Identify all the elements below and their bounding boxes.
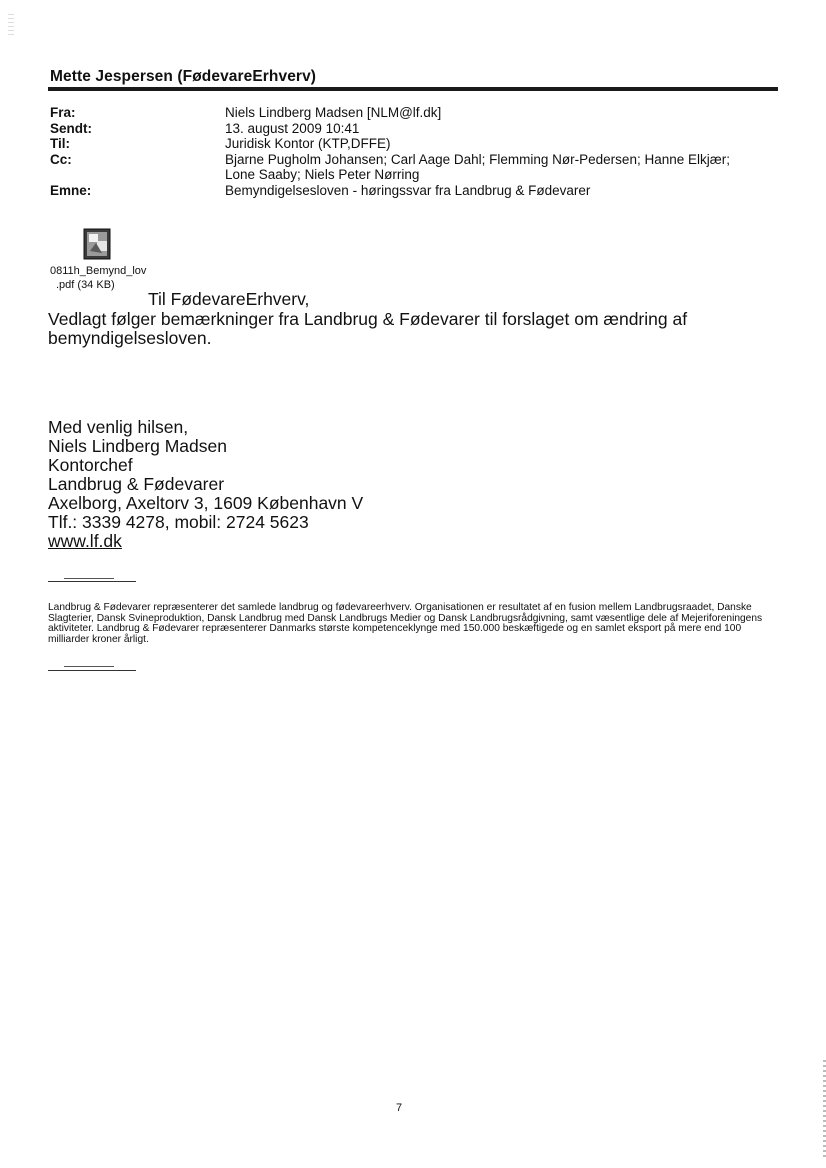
header-label-cc: Cc: (50, 151, 72, 167)
attachment-filename[interactable]: 0811h_Bemynd_lov (50, 265, 147, 277)
header-value-sent: 13. august 2009 10:41 (225, 120, 360, 136)
header-value-cc-line1: Bjarne Pugholm Johansen; Carl Aage Dahl; Flemming Nør-Pedersen; Hanne Elkjær; (225, 151, 730, 167)
signature-organization: Landbrug & Fødevarer (48, 474, 225, 494)
footer-divider-bottom (48, 670, 136, 671)
attachment-size: .pdf (34 KB) (56, 279, 115, 291)
header-value-cc-line2: Lone Saaby; Niels Peter Nørring (225, 167, 420, 182)
signature-closing: Med venlig hilsen, (48, 417, 189, 437)
footer-divider-bottom-accent (64, 666, 114, 667)
signature-phone: Tlf.: 3339 4278, mobil: 2724 5623 (48, 512, 309, 532)
organization-footer-note: Landbrug & Fødevarer repræsenterer det samlede landbrug og fødevareerhverv. Organisationen er resultatet af en fusion mellem Landbrugsraadet, Danske Slagterier, Dansk Svineproduktion, Dansk Landbrug med Dansk Landbrugs Medier og Dansk Landbrugsrådgivning, samt væsentlige dele af Mejeriforeningens aktiviteter. Landbrug & Fødevarer repræsenterer Danmarks største kompetenceklynge med 150.000 beskæftigede og en samlet eksport på mere end 100 milliarder kroner årligt. (48, 602, 763, 645)
header-value-to: Juridisk Kontor (KTP,DFFE) (225, 136, 391, 151)
footer-divider-top (48, 581, 136, 582)
header-row-to (50, 136, 780, 152)
email-body-paragraph: Vedlagt følger bemærkninger fra Landbrug & Fødevarer til forslaget om ændring af bemyndigelsesloven. (48, 309, 688, 348)
header-value-subject: Bemyndigelsesloven - høringssvar fra Landbrug & Fødevarer (225, 182, 591, 198)
email-header-table (50, 105, 780, 198)
page-number: 7 (396, 1102, 403, 1114)
email-greeting: Til FødevareErhverv, (148, 289, 310, 309)
header-row-subject (50, 183, 780, 199)
signature-title: Kontorchef (48, 455, 133, 475)
signature-name: Niels Lindberg Madsen (48, 436, 227, 456)
signature-address: Axelborg, Axeltorv 3, 1609 København V (48, 493, 364, 513)
header-label-subject: Emne: (50, 182, 92, 198)
header-label-from: Fra: (50, 105, 76, 120)
header-row-sent (50, 121, 780, 137)
scan-artifact (8, 14, 14, 38)
sender-heading: Mette Jespersen (FødevareErhverv) (50, 68, 317, 85)
header-value-cc (225, 152, 780, 183)
signature-website-link[interactable]: www.lf.dk (48, 531, 122, 551)
header-value-from: Niels Lindberg Madsen [NLM@lf.dk] (225, 105, 442, 120)
header-row-from (50, 105, 780, 121)
header-label-sent: Sendt: (50, 120, 92, 136)
footer-divider-top-accent (64, 578, 114, 579)
heading-divider (48, 87, 778, 91)
header-label-to: Til: (50, 136, 70, 151)
header-row-cc (50, 152, 780, 183)
email-signature (48, 418, 363, 551)
pdf-file-icon[interactable] (80, 227, 116, 261)
